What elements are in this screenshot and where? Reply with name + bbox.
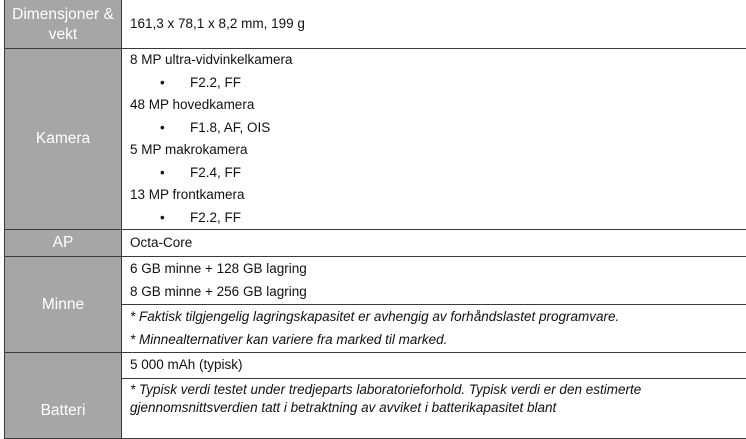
memory-option-2: 8 GB minne + 256 GB lagring [130,281,746,304]
row-ap [5,230,746,257]
value-memory-notes [122,305,746,353]
camera-front-title: 13 MP frontkamera [130,184,746,207]
camera-macro-title: 5 MP makrokamera [130,139,746,162]
label-camera [5,49,122,230]
battery-note: * Typisk verdi testet under tredjeparts laboratorieforhold. Typisk verdi er den estimerte gjennomsnittsverdien tatt i betraktning av avviket i batterikapasitet blant [130,381,746,417]
row-battery-value [5,353,746,379]
label-camera-text: Kamera [36,130,90,147]
bullet-icon: • [160,207,165,230]
value-memory-options [122,257,746,305]
row-memory-options [5,257,746,305]
memory-option-1: 6 GB minne + 128 GB lagring [130,258,746,281]
value-camera [122,49,746,230]
label-battery-text: Batteri [41,402,86,419]
bullet-icon: • [160,117,165,140]
camera-macro-spec-text: F2.4, FF [190,165,241,180]
camera-ultrawide-spec [130,72,746,95]
value-battery-note [122,379,746,439]
spec-table [4,0,746,439]
camera-ultrawide-title: 8 MP ultra-vidvinkelkamera [130,49,746,72]
camera-main-spec [130,117,746,140]
value-ap [122,230,746,257]
label-dimensions-text: Dimensjoner & vekt [12,6,114,43]
camera-ultrawide-spec-text: F2.2, FF [190,75,241,90]
camera-macro-spec [130,162,746,185]
memory-note-2: * Minnealternativer kan variere fra marked til marked. [130,329,746,352]
battery-value-text: 5 000 mAh (typisk) [130,357,243,372]
camera-main-spec-text: F1.8, AF, OIS [190,120,270,135]
row-camera [5,49,746,230]
camera-front-spec-text: F2.2, FF [190,210,241,225]
value-dimensions [122,0,746,49]
ap-value-text: Octa-Core [130,235,192,250]
value-battery [122,353,746,379]
label-battery [5,353,122,439]
row-dimensions [5,0,746,49]
camera-front-spec [130,207,746,230]
label-ap-text: AP [53,234,74,251]
label-memory-text: Minne [42,296,84,313]
label-dimensions [5,0,122,49]
bullet-icon: • [160,162,165,185]
memory-note-1: * Faktisk tilgjengelig lagringskapasitet er avhengig av forhåndslastet programvare. [130,306,746,329]
bullet-icon: • [160,72,165,95]
dimensions-value-text: 161,3 x 78,1 x 8,2 mm, 199 g [130,16,305,31]
camera-main-title: 48 MP hovedkamera [130,94,746,117]
label-ap [5,230,122,257]
label-memory [5,257,122,353]
